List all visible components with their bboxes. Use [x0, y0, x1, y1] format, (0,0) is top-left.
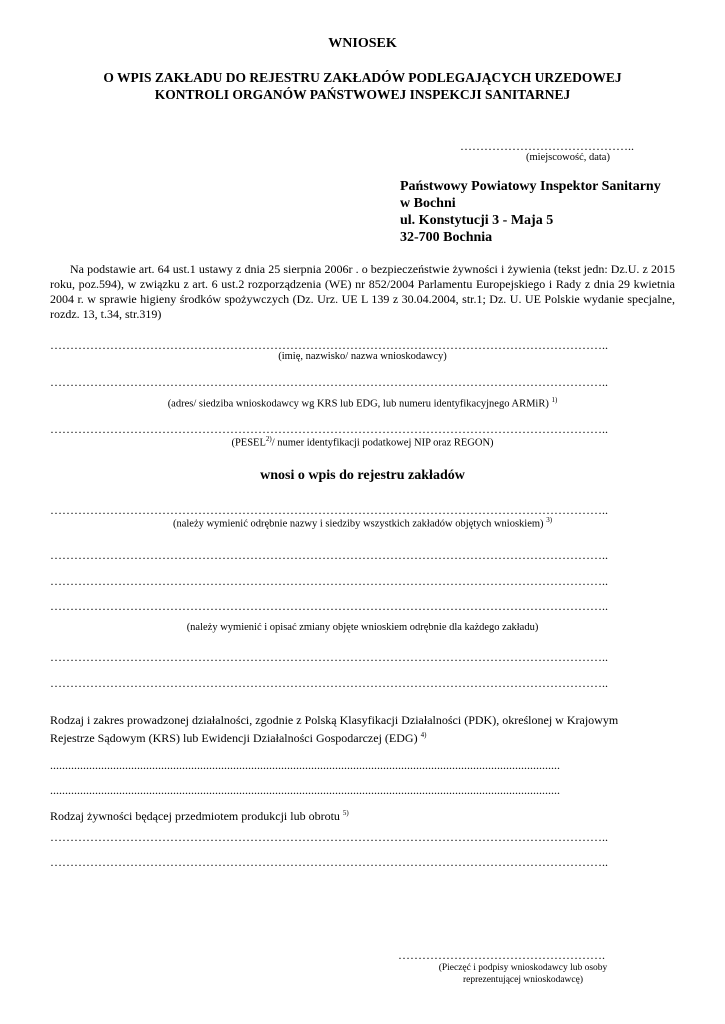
changes-field-line1[interactable]: …………………………………………………………………………………………………………………………..: [50, 548, 608, 562]
activity-field-line1[interactable]: ..........................................................................................................................................................................: [50, 758, 560, 772]
form-subtitle-line2: KONTROLI ORGANÓW PAŃSTWOWEJ INSPEKCJI SANITARNEJ: [154, 87, 571, 102]
request-heading: wnosi o wpis do rejestru zakładów: [260, 468, 465, 483]
form-title: WNIOSEK: [328, 36, 397, 51]
changes-field-line2[interactable]: …………………………………………………………………………………………………………………………..: [50, 574, 608, 588]
pesel-nip-regon-field[interactable]: …………………………………………………………………………………………………………………………..: [50, 422, 608, 436]
recipient-line4: 32-700 Bochnia: [400, 230, 493, 245]
activity-label: [50, 713, 675, 746]
place-date-field[interactable]: ……………………………………..: [460, 139, 634, 153]
establishments-footnote-ref: 3): [546, 516, 553, 524]
recipient-line3: ul. Konstytucji 3 - Maja 5: [400, 213, 554, 228]
pesel-caption: [0, 435, 725, 449]
applicant-address-field[interactable]: …………………………………………………………………………………………………………………………..: [50, 375, 608, 389]
activity-label-line1: Rodzaj i zakres prowadzonej działalności, zgodnie z Polską Klasyfikacji Działalności (PDK), określonej w Krajowym: [50, 713, 619, 727]
address-footnote-ref: 1): [551, 396, 558, 404]
pesel-footnote-ref: 2): [265, 435, 272, 443]
food-label: [50, 806, 675, 824]
changes-field-line5[interactable]: …………………………………………………………………………………………………………………………..: [50, 676, 608, 690]
food-footnote-ref: 5): [342, 809, 349, 817]
establishments-caption-text: (należy wymienić odrębnie nazwy i siedziby wszystkich zakładów objętych wnioskiem): [172, 518, 544, 530]
food-field-line2[interactable]: …………………………………………………………………………………………………………………………..: [50, 855, 608, 869]
legal-basis-paragraph: Na podstawie art. 64 ust.1 ustawy z dnia 25 sierpnia 2006r . o bezpieczeństwie żywności i żywienia (tekst jedn: Dz.U. z 2015 roku, poz.594), w związku z art. 6 ust.2 rozporządzenia (WE) nr 852/2004 Parlamentu Europejskiego i Rady z dnia 29 kwietnia 2004 r. w sprawie higieny środków spożywczych (Dz. Urz. UE L 139 z 30.04.2004, str.1; Dz. U. UE Polskie wydanie specjalne, rozdz. 13, t.34, str.319): [50, 262, 675, 321]
form-subtitle-line1: O WPIS ZAKŁADU DO REJESTRU ZAKŁADÓW PODLEGAJĄCYCH URZEDOWEJ: [103, 70, 622, 85]
signature-field[interactable]: …………………………………………….: [398, 948, 605, 962]
changes-field-line3[interactable]: …………………………………………………………………………………………………………………………..: [50, 599, 608, 613]
place-date-caption: (miejscowość, data): [526, 152, 610, 163]
applicant-address-caption: [0, 396, 725, 410]
establishments-field[interactable]: …………………………………………………………………………………………………………………………..: [50, 503, 608, 517]
activity-label-line2: Rejestrze Sądowym (KRS) lub Ewidencji Działalności Gospodarczej (EDG): [50, 731, 418, 745]
signature-caption-line2: reprezentującej wnioskodawcę): [462, 975, 583, 985]
changes-caption: (należy wymienić i opisać zmiany objęte wnioskiem odrębnie dla każdego zakładu): [186, 622, 539, 633]
recipient-line2: w Bochni: [400, 196, 456, 211]
food-label-text: Rodzaj żywności będącej przedmiotem produkcji lub obrotu: [50, 809, 340, 823]
pesel-caption-b: / numer identyfikacji podatkowej NIP oraz REGON): [271, 437, 494, 449]
signature-caption: [398, 962, 648, 986]
activity-footnote-ref: 4): [420, 731, 427, 739]
activity-field-line2[interactable]: ..........................................................................................................................................................................: [50, 783, 560, 797]
establishments-caption: [0, 516, 725, 530]
recipient-address: [400, 178, 700, 246]
applicant-name-caption: (imię, nazwisko/ nazwa wnioskodawcy): [278, 351, 447, 362]
address-caption-text: (adres/ siedziba wnioskodawcy wg KRS lub EDG, lub numeru identyfikacyjnego ARMiR): [167, 398, 549, 410]
pesel-caption-a: (PESEL: [231, 437, 266, 449]
food-field-line1[interactable]: …………………………………………………………………………………………………………………………..: [50, 830, 608, 844]
applicant-name-field[interactable]: …………………………………………………………………………………………………………………………..: [50, 338, 608, 352]
changes-field-line4[interactable]: …………………………………………………………………………………………………………………………..: [50, 650, 608, 664]
signature-caption-line1: (Pieczęć i podpisy wnioskodawcy lub osoby: [438, 963, 608, 973]
recipient-line1: Państwowy Powiatowy Inspektor Sanitarny: [400, 179, 661, 194]
